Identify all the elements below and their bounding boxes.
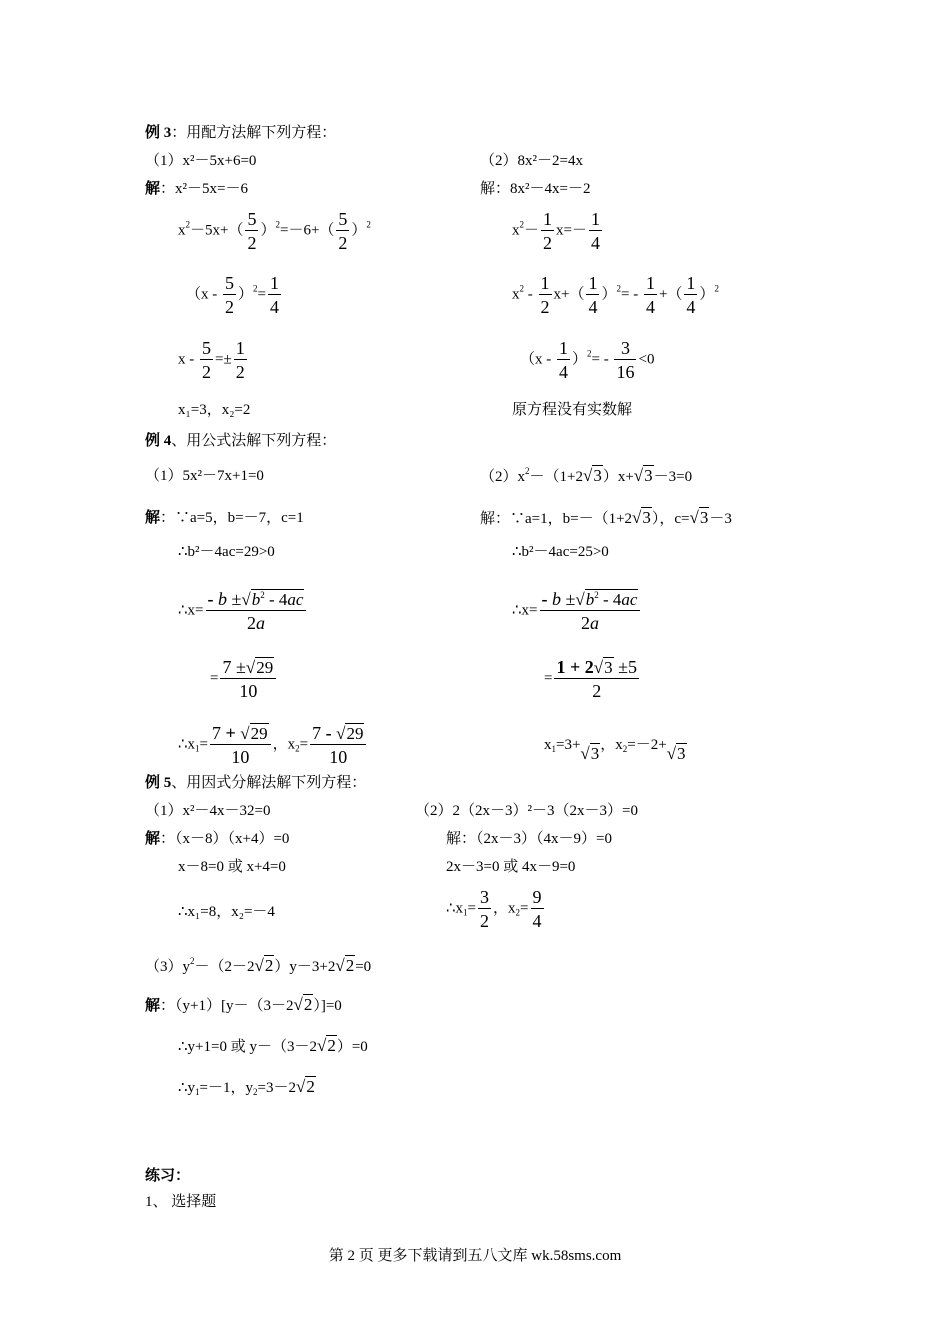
example-3-solution-2-line-4: （x - $\frac{1}{4}$ ）$^2$= - $\frac{3}{16}$ <0: [520, 338, 655, 382]
example-3-solution-1-line-2: $x^2-5x+$（ $\frac{5}{2}$ ）$^2$=－6+（ $\frac{5}{2}$ ）$^2$: [178, 209, 371, 253]
example-4-solution-2-formula: ∴x= $\frac{- b \pm√b^2 - 4ac}{2a}$: [512, 590, 642, 632]
example-5-solution-3-line-1: 解：（y+1）[y－（3－2√2）]=0: [145, 995, 342, 1014]
practice-item-1: 1、 选择题: [145, 1194, 217, 1210]
example-3-solution-1-line-3: （x - $\frac{5}{2}$ ）$^2$= $\frac{1}{4}$: [186, 273, 279, 317]
practice-title: 练习：: [145, 1168, 191, 1184]
example-5-solution-2-line-1: 解：（2x－3）（4x－9）=0: [446, 831, 612, 847]
example-3-solution-1-answer: x₁=3，x₂=2: [178, 402, 251, 418]
example-3-solution-2-line-1: 解：8x²－4x=－2: [480, 181, 591, 197]
example-3-title: 例 3：用配方法解下列方程：: [145, 125, 337, 141]
example-4-solution-2-roots: $x_1=3+√3$，$x_2=-2+√3$: [544, 737, 686, 763]
example-5-solution-2-line-2: 2x－3=0 或 4x－9=0: [446, 859, 576, 875]
example-4-solution-1-line-1: 解：∵a=5，b=－7，c=1: [145, 510, 304, 526]
example-3-problem-1: （1）x²－5x+6=0: [145, 153, 257, 169]
example-4-solution-1-substituted: = $\frac{7 \pm√29}{10}$: [210, 658, 278, 700]
example-5-title: 例 5、用因式分解法解下列方程：: [145, 775, 367, 791]
example-5-solution-1-roots: ∴x₁=8，x₂=－4: [178, 904, 275, 920]
example-5-solution-3-roots: $\therefore y_1=-1$，$y_2=3-2√2$: [178, 1077, 315, 1097]
example-3-solution-2-line-2: $x^2-$ $\frac{1}{2}$ x=－ $\frac{1}{4}$: [512, 209, 600, 253]
example-5-solution-2-roots: $\therefore x_1=$ $\frac{3}{2}$ ，$x_2=$ $\frac{9}{4}$: [446, 887, 542, 931]
example-3-problem-2: （2）8x²－2=4x: [480, 153, 583, 169]
page-footer: 第 2 页 更多下载请到五八文库 wk.58sms.com: [328, 1248, 622, 1264]
example-5-solution-1-line-2: x－8=0 或 x+4=0: [178, 859, 286, 875]
example-3-solution-2-answer: 原方程没有实数解: [512, 401, 633, 418]
example-4-solution-1-formula: ∴x= $\frac{- b \pm√b^2 - 4ac}{2a}$: [178, 590, 308, 632]
example-5-problem-1: （1）x²－4x－32=0: [145, 803, 271, 819]
example-5-solution-3-line-2: ∴y+1=0 或 y－（3－2√2）=0: [178, 1036, 368, 1055]
example-4-solution-1-discriminant: ∴b²－4ac=29>0: [178, 544, 275, 560]
example-4-solution-2-line-1: 解：∵a=1，b=－（1+2√3），c=√3－3: [480, 508, 732, 527]
example-4-solution-1-roots: $\therefore x_1=$ $\frac{7 + √29}{10}$ ，$x_2=$ $\frac{7 - √29}{10}$: [178, 724, 368, 766]
example-5-solution-1-line-1: 解：（x－8）（x+4）=0: [145, 831, 290, 847]
example-4-problem-1: （1）5x²－7x+1=0: [145, 468, 264, 484]
example-4-problem-2: $(2)x^2-(1+2√3)x+√3-3=0$: [480, 466, 693, 485]
example-5-problem-2: （2）2（2x－3）²－3（2x－3）=0: [415, 803, 638, 819]
example-4-title: 例 4、用公式法解下列方程：: [145, 433, 337, 449]
example-3-solution-1-line-1: 解：x²－5x=－6: [145, 181, 248, 197]
example-3-solution-1-line-4: x - $\frac{5}{2}$ =± $\frac{1}{2}$: [178, 338, 245, 382]
example-4-solution-2-substituted: = $\frac{1 + 2√3 \pm 5}{2}$: [544, 657, 637, 701]
example-4-solution-2-discriminant: ∴b²－4ac=25>0: [512, 544, 609, 560]
example-3-solution-2-line-3: $x^2$ - $\frac{1}{2}$ x+（ $\frac{1}{4}$ ）$^2$= - $\frac{1}{4}$ +（ $\frac{1}{4}$ ）$^2$: [512, 273, 719, 317]
example-5-problem-3: $(3)y^2-(2-2√2)y-3+2√2=0$: [145, 956, 372, 975]
